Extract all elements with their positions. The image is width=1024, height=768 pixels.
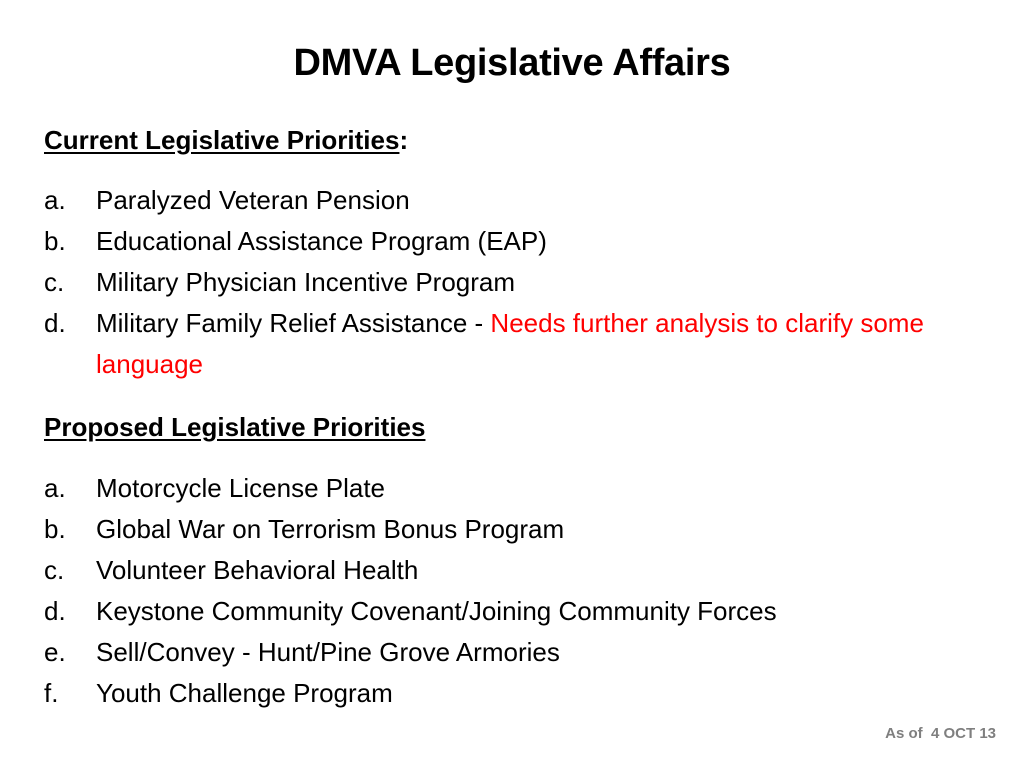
list-item xyxy=(44,509,944,550)
list-item-text: Sell/Convey - Hunt/Pine Grove Armories xyxy=(96,637,560,667)
proposed-priorities-list xyxy=(44,468,944,714)
list-item xyxy=(44,180,944,221)
list-marker: a. xyxy=(44,473,66,503)
list-marker: d. xyxy=(44,596,66,626)
list-item-text: Youth Challenge Program xyxy=(96,678,393,708)
proposed-priorities-heading-text: Proposed Legislative Priorities xyxy=(44,412,426,442)
list-item xyxy=(44,262,944,303)
list-marker: e. xyxy=(44,637,66,667)
list-item xyxy=(44,632,944,673)
list-item-text: Keystone Community Covenant/Joining Community Forces xyxy=(96,596,777,626)
current-priorities-heading xyxy=(44,124,408,156)
list-marker: f. xyxy=(44,678,59,708)
slide-title: DMVA Legislative Affairs xyxy=(293,42,731,84)
list-item-text: Paralyzed Veteran Pension xyxy=(96,185,410,215)
current-priorities-heading-colon: : xyxy=(399,125,409,155)
proposed-priorities-heading xyxy=(44,411,425,443)
list-marker: d. xyxy=(44,308,66,338)
list-marker: b. xyxy=(44,226,66,256)
list-item-text: Volunteer Behavioral Health xyxy=(96,555,419,585)
list-marker: c. xyxy=(44,267,65,297)
list-marker: b. xyxy=(44,514,66,544)
list-item xyxy=(44,550,944,591)
current-priorities-heading-text: Current Legislative Priorities xyxy=(44,125,400,155)
list-item-text: Global War on Terrorism Bonus Program xyxy=(96,514,565,544)
list-item xyxy=(44,591,944,632)
list-item-content xyxy=(96,303,944,385)
list-marker: a. xyxy=(44,185,66,215)
as-of-date-footer: As of 4 OCT 13 xyxy=(885,725,996,742)
list-item-text: Military Family Relief Assistance - xyxy=(96,308,491,338)
list-item-text: Educational Assistance Program (EAP) xyxy=(96,226,547,256)
list-marker: c. xyxy=(44,555,65,585)
analysis-note: Needs further analysis to clarify some language xyxy=(96,308,924,379)
list-item-text: Military Physician Incentive Program xyxy=(96,267,516,297)
list-item-text: Motorcycle License Plate xyxy=(96,473,386,503)
current-priorities-list xyxy=(44,180,944,385)
list-item xyxy=(44,468,944,509)
list-item xyxy=(44,221,944,262)
list-item xyxy=(44,673,944,714)
list-item xyxy=(44,303,944,385)
